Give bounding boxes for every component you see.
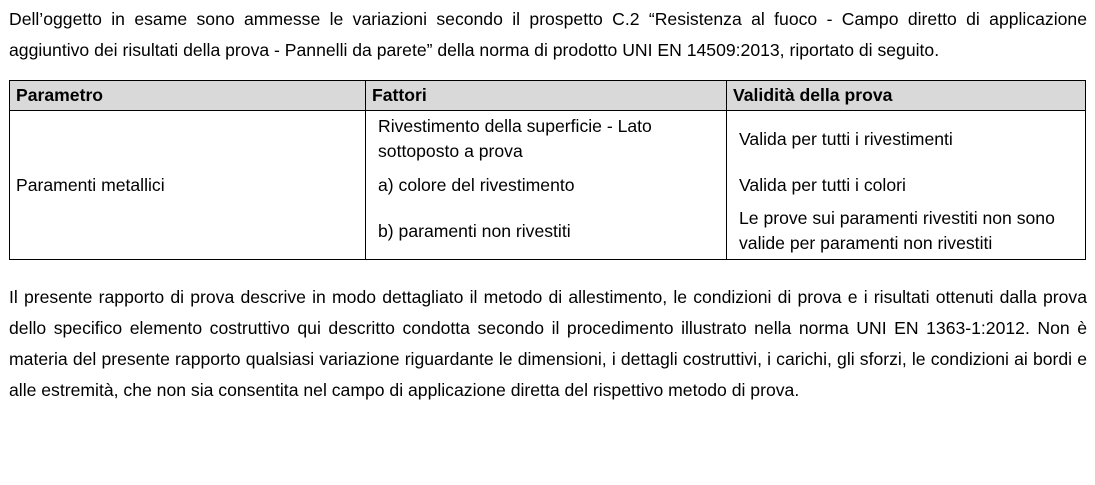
validity-text: Valida per tutti i rivestimenti [739, 128, 953, 149]
factor-text: Rivestimento della superficie - Lato sottoposto a prova [378, 116, 652, 161]
table-row [10, 111, 1086, 260]
table-header-row [10, 81, 1086, 111]
factor-item [372, 111, 720, 167]
factor-text: a) colore del rivestimento [378, 174, 575, 195]
header-validity: Validità della prova [727, 81, 1086, 111]
validity-text: Valida per tutti i colori [739, 174, 906, 195]
intro-paragraph: Dell’oggetto in esame sono ammesse le variazioni secondo il prospetto C.2 “Resistenza al fuoco - Campo diretto di applicazione aggiuntivo dei risultati della prova - Pannelli da parete” della norma di prodotto UNI EN 14509:2013, riportato di seguito. [9, 9, 1087, 60]
document-page [9, 0, 1087, 406]
factor-item [372, 167, 720, 203]
variations-table [9, 80, 1086, 260]
factors-cell [366, 111, 727, 260]
factor-item [372, 203, 720, 259]
validity-cell [727, 111, 1086, 260]
validity-item [733, 167, 1079, 203]
validity-item [733, 203, 1079, 259]
validity-text: Le prove sui paramenti rivestiti non sono valide per paramenti non rivestiti [739, 208, 1055, 253]
parameter-cell: Paramenti metallici [10, 111, 366, 260]
closing-paragraph: Il presente rapporto di prova descrive in modo dettagliato il metodo di allestimento, le condizioni di prova e i risultati ottenuti dalla prova dello specifico elemento costruttivo qui descritto condotta secondo il procedimento illustrato nella norma UNI EN 1363-1:2012. Non è materia del presente rapporto qualsiasi variazione riguardante le dimensioni, i dettagli costruttivi, i carichi, gli sforzi, le condizioni ai bordi e alle estremità, che non sia consentita nel campo di applicazione diretta del rispettivo metodo di prova. [9, 287, 1087, 400]
header-factors: Fattori [366, 81, 727, 111]
factor-text: b) paramenti non rivestiti [378, 220, 571, 241]
header-parameter: Parametro [10, 81, 366, 111]
validity-item [733, 111, 1079, 167]
